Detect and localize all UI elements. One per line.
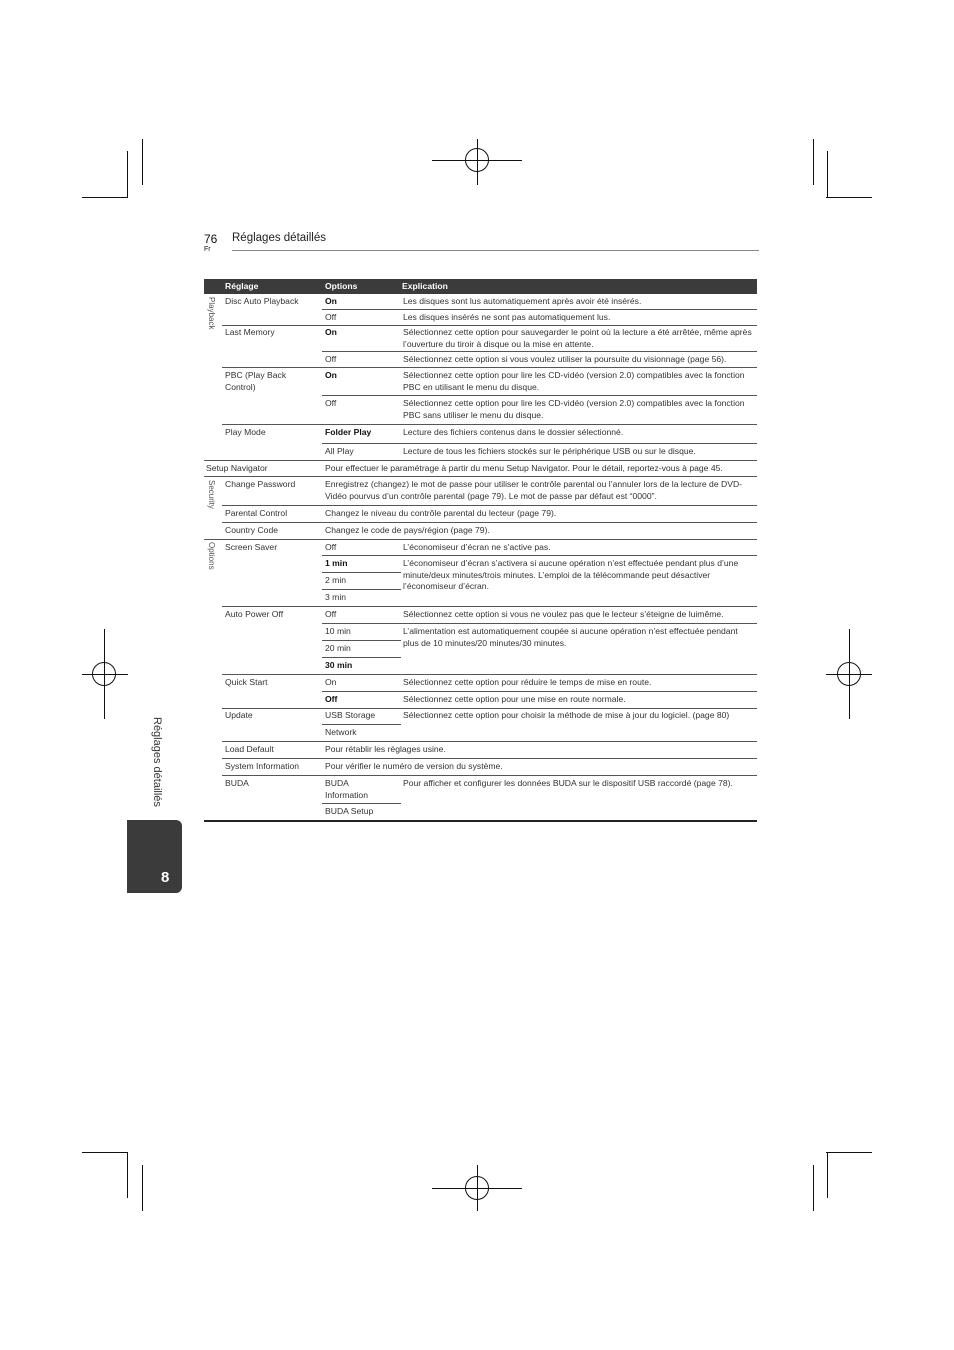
option-all-play: All Play [325, 446, 354, 456]
explication: Pour rétablir les réglages usine. [325, 744, 446, 754]
option-1-min: 1 min [325, 558, 348, 568]
table-header [204, 279, 757, 294]
col-header-options: Options [325, 281, 358, 291]
option-30-min: 30 min [325, 660, 353, 670]
option-off: Off [325, 609, 337, 619]
col-header-explication: Explication [402, 281, 448, 291]
setting-quick-start: Quick Start [225, 677, 268, 687]
explication: Sélectionnez cette option pour lire les CD-vidéo (version 2.0) compatibles avec la fonction PBC en utilisant le menu du disque. [403, 370, 745, 392]
group-label-options: Options [207, 542, 216, 570]
setting-parental-control: Parental Control [225, 508, 288, 518]
option-buda-setup: BUDA Setup [325, 806, 374, 816]
option-off: Off [325, 312, 337, 322]
header-rule [232, 250, 759, 251]
explication: Les disques sont lus automatiquement après avoir été insérés. [403, 296, 642, 306]
explication: Pour effectuer le paramétrage à partir du menu Setup Navigator. Pour le détail, reportez-vous à page 45. [325, 463, 723, 473]
explication: Sélectionnez cette option pour choisir la méthode de mise à jour du logiciel. (page 80) [403, 710, 730, 720]
explication: Sélectionnez cette option pour réduire le temps de mise en route. [403, 677, 652, 687]
explication: L’alimentation est automatiquement coupée si aucune opération n’est effectuée pendant plus de 10 minutes/20 minutes/30 minutes. [403, 626, 738, 648]
explication: L’économiseur d’écran ne s’active pas. [403, 542, 551, 552]
group-label-playback: Playback [207, 297, 216, 330]
option-buda-information: BUDA Information [325, 778, 368, 800]
setting-update: Update [225, 710, 253, 720]
setting-last-memory: Last Memory [225, 327, 275, 337]
option-20-min: 20 min [325, 643, 351, 653]
setting-buda: BUDA [225, 778, 249, 788]
option-folder-play: Folder Play [325, 427, 372, 437]
chapter-tab [127, 820, 182, 893]
group-label-security: Security [207, 480, 216, 509]
explication: Lecture des fichiers contenus dans le dossier sélectionné. [403, 427, 624, 437]
explication: Pour vérifier le numéro de version du système. [325, 761, 503, 771]
option-off: Off [325, 694, 338, 704]
option-usb-storage: USB Storage [325, 710, 376, 720]
setting-setup-navigator: Setup Navigator [206, 463, 268, 473]
setting-load-default: Load Default [225, 744, 274, 754]
explication: Les disques insérés ne sont pas automatiquement lus. [403, 312, 611, 322]
explication: Pour afficher et configurer les données BUDA sur le dispositif USB raccordé (page 78). [403, 778, 733, 788]
chapter-number: 8 [161, 869, 170, 886]
setting-auto-power-off: Auto Power Off [225, 609, 284, 619]
setting-change-password: Change Password [225, 479, 296, 489]
option-off: Off [325, 354, 337, 364]
option-network: Network [325, 727, 357, 737]
page-number: 76 [204, 232, 218, 246]
page-title: Réglages détaillés [232, 232, 326, 244]
option-10-min: 10 min [325, 626, 351, 636]
option-on: On [325, 327, 337, 337]
explication: Lecture de tous les fichiers stockés sur le périphérique USB ou sur le disque. [403, 446, 696, 456]
explication: Sélectionnez cette option pour une mise en route normale. [403, 694, 626, 704]
setting-disc-auto-playback: Disc Auto Playback [225, 296, 299, 306]
option-on: On [325, 370, 337, 380]
option-3-min: 3 min [325, 592, 347, 602]
option-on: On [325, 296, 337, 306]
setting-pbc: PBC (Play Back Control) [225, 370, 287, 392]
explication: Sélectionnez cette option pour lire les CD-vidéo (version 2.0) compatibles avec la fonction PBC sans utiliser le menu du disque. [403, 398, 745, 420]
option-on: On [325, 677, 337, 687]
explication: Changez le niveau du contrôle parental du lecteur (page 79). [325, 508, 557, 518]
option-off: Off [325, 542, 337, 552]
explication: Sélectionnez cette option si vous ne voulez pas que le lecteur s’éteigne de luimême. [403, 609, 724, 619]
explication: L’économiseur d’écran s’activera si aucune opération n’est effectuée pendant plus d’une minute/deux minutes/trois minutes. L’emploi de la télécommande peut désactiver l’économiseur d’écran. [403, 558, 739, 591]
option-off: Off [325, 398, 337, 408]
explication: Sélectionnez cette option pour sauvegarder le point où la lecture a été arrêtée, même après l’ouverture du tiroir à disque ou la mise en attente. [403, 327, 752, 349]
setting-screen-saver: Screen Saver [225, 542, 278, 552]
setting-system-information: System Information [225, 761, 300, 771]
explication: Enregistrez (changez) le mot de passe pour utiliser le contrôle parental ou l’annuler lors de la lecture de DVD-Vidéo pourvus d’un contrôle parental (page 79). Le mot de passe par défaut est “0000”. [325, 479, 743, 501]
setting-country-code: Country Code [225, 525, 279, 535]
explication: Changez le code de pays/région (page 79). [325, 525, 490, 535]
explication: Sélectionnez cette option si vous voulez utiliser la poursuite du visionnage (page 56). [403, 354, 727, 364]
option-2-min: 2 min [325, 575, 347, 585]
setting-play-mode: Play Mode [225, 427, 266, 437]
col-header-reglage: Réglage [225, 281, 259, 291]
side-tab-label: Réglages détaillés [151, 717, 163, 807]
language-code: Fr [204, 246, 211, 253]
